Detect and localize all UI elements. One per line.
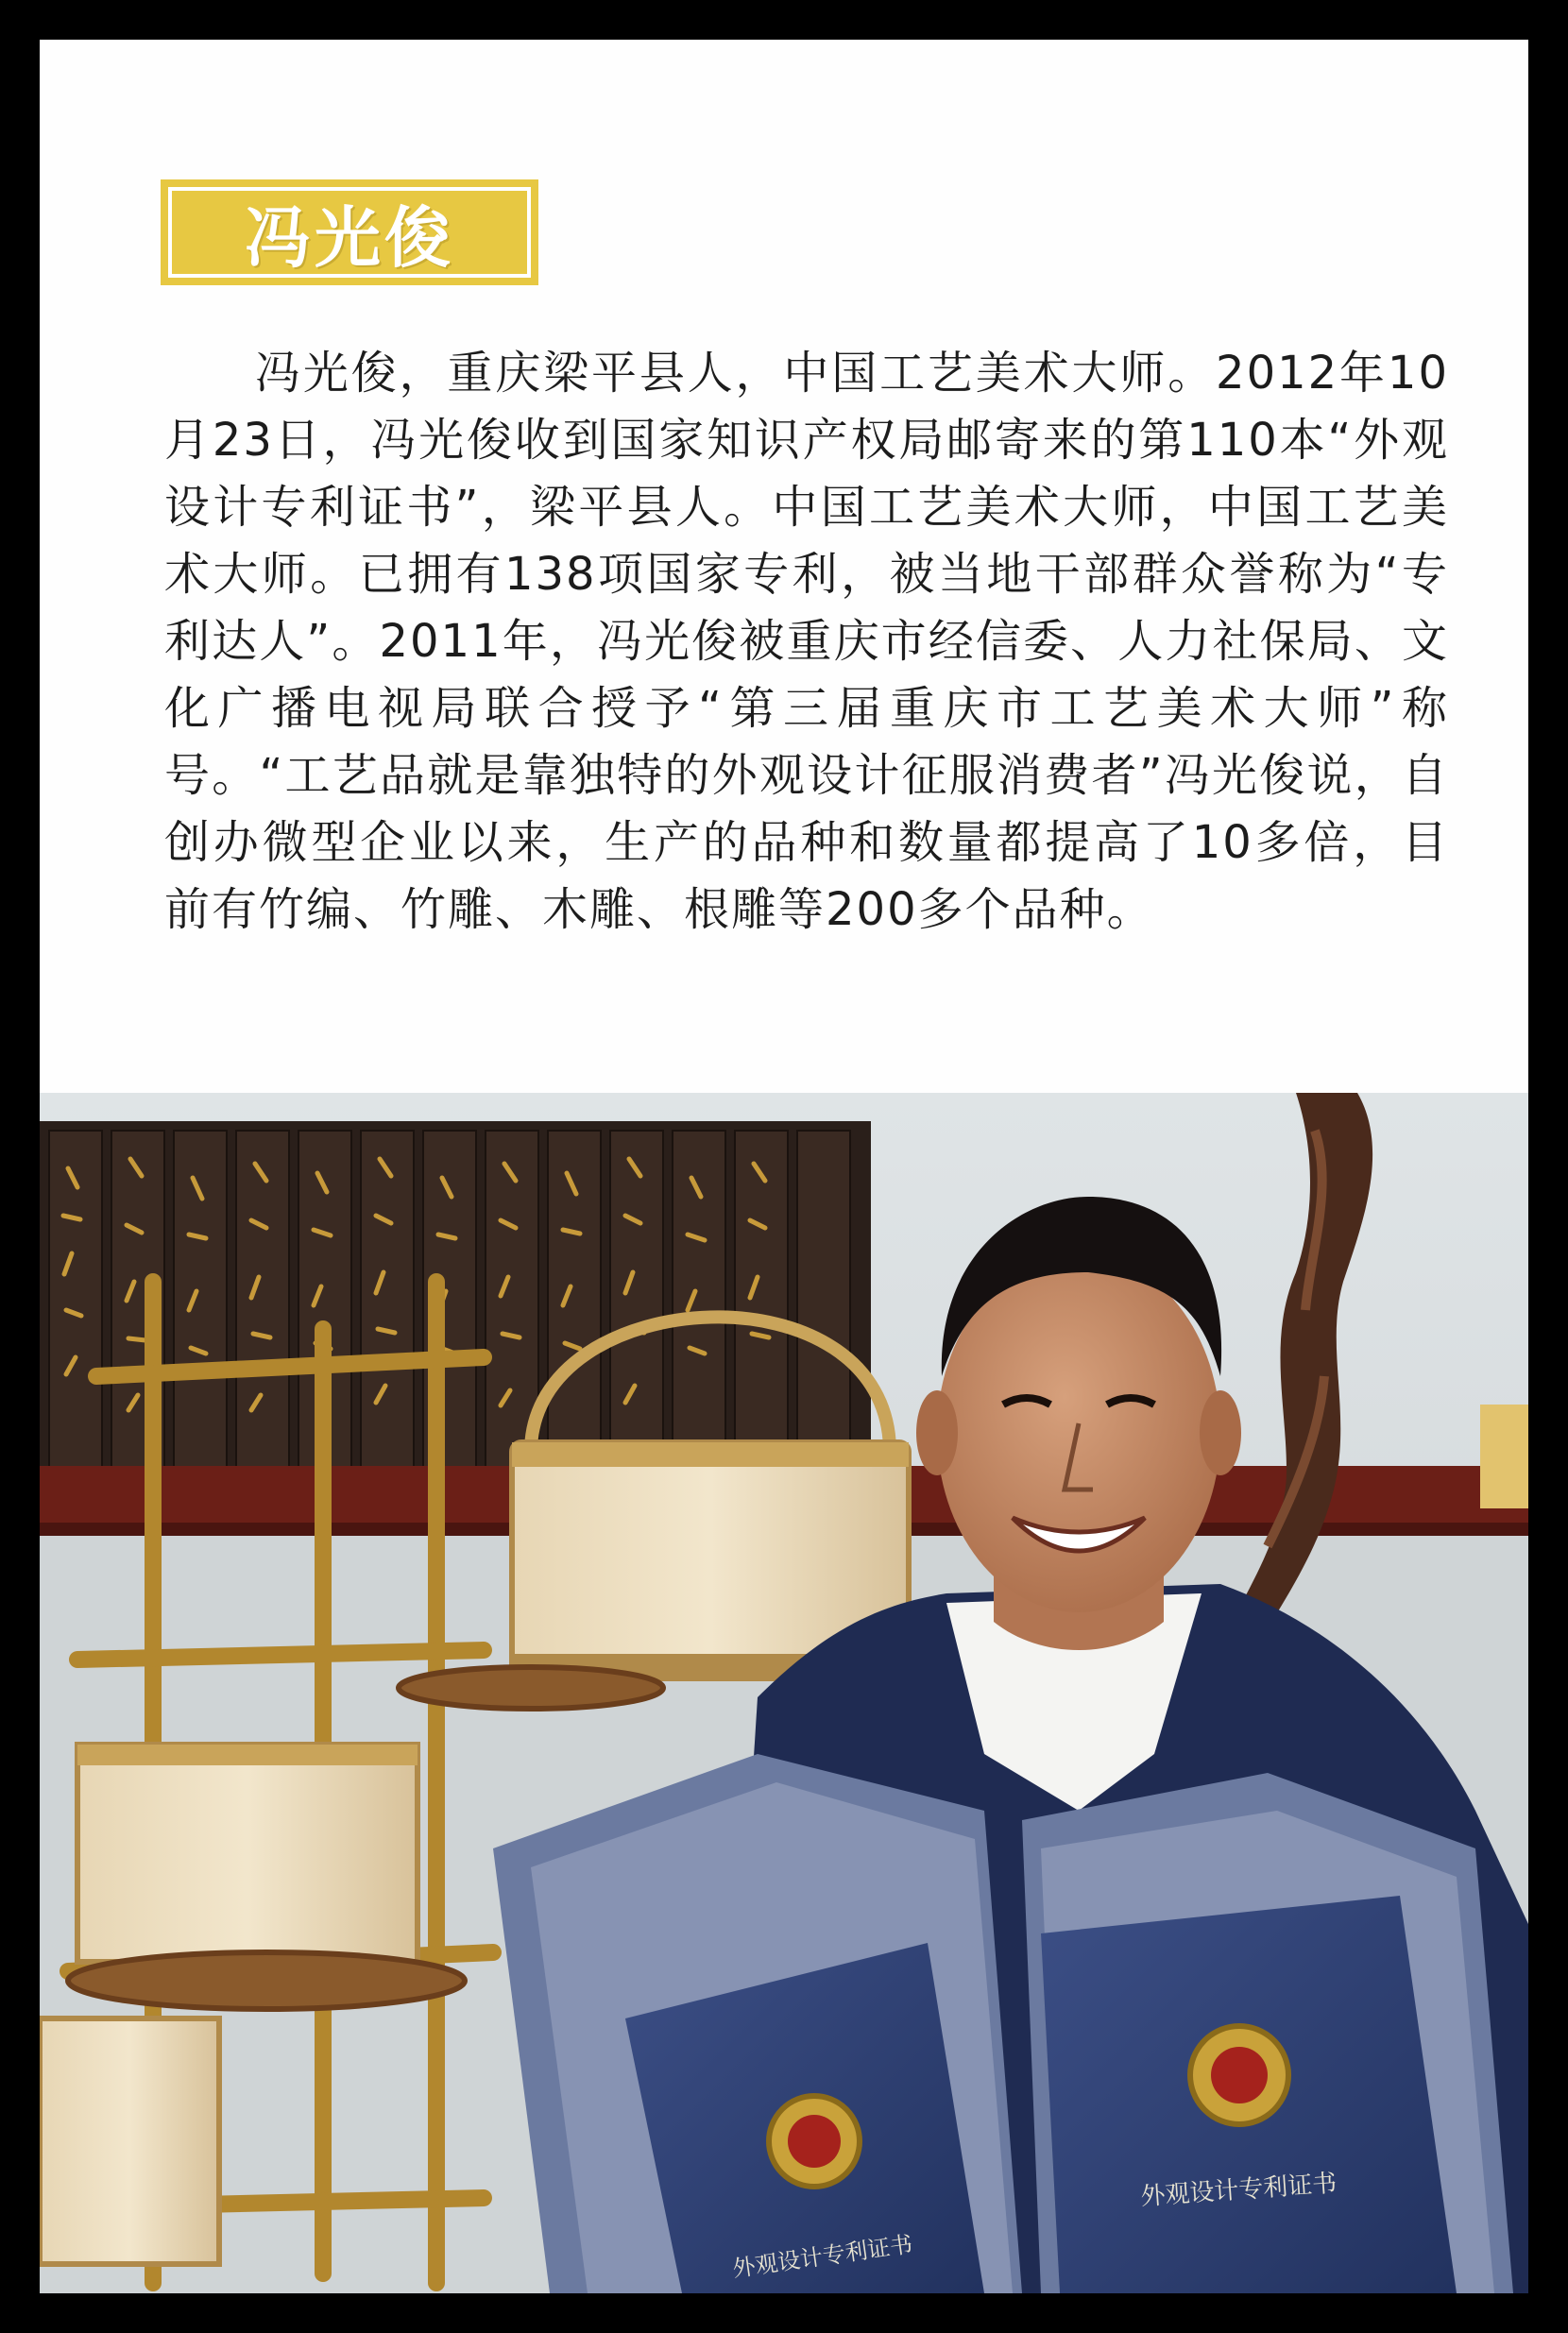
- right-decor: [1480, 1405, 1528, 1508]
- certificate-back: [1041, 1896, 1457, 2293]
- person-name: 冯光俊: [245, 198, 454, 277]
- certificate-front-title: 外观设计专利证书: [730, 2230, 914, 2283]
- calligraphy-panels: [40, 1121, 871, 1480]
- biography-text: 冯光俊，重庆梁平县人，中国工艺美术大师。2012年10月23日，冯光俊收到国家知识产权局邮寄来的第110本“外观设计专利证书”，梁平县人。中国工艺美术大师，中国工艺美术大师。已拥有138项国家专利，被当地干部群众誉称为“专利达人”。2011年，冯光俊被重庆市经信委、人力社保局、文化广播电视局联合授予“第三届重庆市工艺美术大师”称号。“工艺品就是靠独特的外观设计征服消费者”冯光俊说，自创办微型企业以来，生产的品种和数量都提高了10多倍，目前有竹编、竹雕、木雕、根雕等200多个品种。: [164, 347, 1449, 936]
- round-tray: [68, 1952, 465, 2009]
- name-tag-border: [168, 187, 531, 278]
- name-tag: [161, 179, 538, 285]
- content-panel: [40, 40, 1528, 2293]
- lower-basket: [77, 1745, 418, 1962]
- portrait-photo: [40, 1093, 1528, 2293]
- certificate-back-title: 外观设计专利证书: [1139, 2169, 1338, 2212]
